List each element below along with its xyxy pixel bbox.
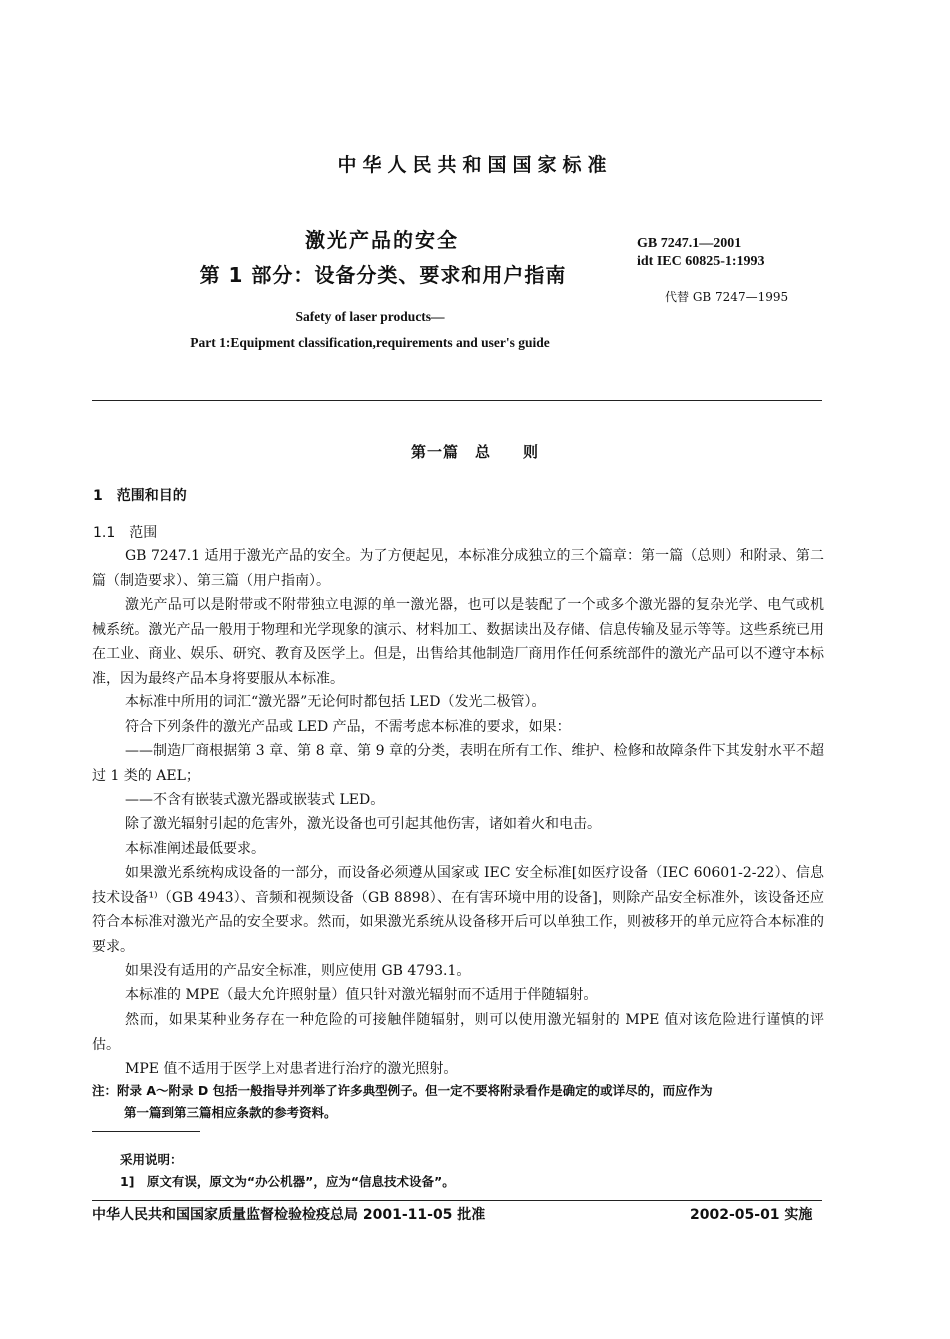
paragraph-10: 然而，如果某种业务存在一种危险的可接触伴随辐射，则可以使用激光辐射的 MPE 值对该危险进行谨慎的评估。 xyxy=(92,1012,824,1053)
footnote-label: 采用说明： xyxy=(120,1152,183,1167)
top-divider xyxy=(92,400,822,401)
standard-number: GB 7247.1—2001 xyxy=(637,236,742,251)
paragraph-4: 符合下列条件的激光产品或 LED 产品，不需考虑本标准的要求，如果： xyxy=(125,719,571,735)
footnote-divider xyxy=(92,1131,200,1132)
bullet-1: ——制造厂商根据第 3 章、第 8 章、第 9 章的分类，表明在所有工作、维护、检修和故障条件下其发射水平不超过 1 类的 AEL； xyxy=(92,743,824,784)
paragraph-7: 如果激光系统构成设备的一部分，而设备必须遵从国家或 IEC 安全标准[如医疗设备（IEC 60601-2-22）、信息技术设备¹⁾（GB 4943）、音频和视频设备（GB 8898）、在有害环境中用的设备]，则除产品安全标准外，该设备还应符合本标准对激光产品的安全要求。然而，如果激光系统从设备移开后可以单独工作，则被移开的单元应符合本标准的要求。 xyxy=(92,865,824,955)
paragraph-8: 如果没有适用的产品安全标准，则应使用 GB 4793.1。 xyxy=(125,963,471,979)
paragraph-5: 除了激光辐射引起的危害外，激光设备也可引起其他伤害，诸如着火和电击。 xyxy=(125,816,601,832)
standard-replaces: 代替 GB 7247—1995 xyxy=(665,290,789,304)
note-line1: 注：附录 A～附录 D 包括一般指导并列举了许多典型例子。但一定不要将附录看作是确定的或详尽的，而应作为 xyxy=(92,1083,713,1098)
bottom-divider xyxy=(92,1200,822,1201)
title-cn-line2: 第 1 部分：设备分类、要求和用户指南 xyxy=(199,263,567,287)
paragraph-3: 本标准中所用的词汇“激光器”无论何时都包括 LED（发光二极管）。 xyxy=(125,694,546,710)
paragraph-2: 激光产品可以是附带或不附带独立电源的单一激光器，也可以是装配了一个或多个激光器的复杂光学、电气或机械系统。激光产品一般用于物理和光学现象的演示、材料加工、数据读出及存储、信息传输及显示等等。这些系统已用在工业、商业、娱乐、研究、教育及医学上。但是，出售给其他制造厂商用作任何系统部件的激光产品可以不遵守本标准，因为最终产品本身将要服从本标准。 xyxy=(92,597,824,687)
note-line2: 第一篇到第三篇相应条款的参考资料。 xyxy=(124,1105,337,1120)
paragraph-11: MPE 值不适用于医学上对患者进行治疗的激光照射。 xyxy=(125,1061,458,1077)
section-1-heading: 1 范围和目的 xyxy=(93,488,187,504)
paragraph-6: 本标准阐述最低要求。 xyxy=(125,841,265,857)
paragraph-9: 本标准的 MPE（最大允许照射量）值只针对激光辐射而不适用于伴随辐射。 xyxy=(125,987,598,1003)
title-en-line1: Safety of laser products— xyxy=(295,309,445,324)
title-cn-line1: 激光产品的安全 xyxy=(305,228,459,252)
title-en-line2: Part 1:Equipment classification,requirements and user's guide xyxy=(190,335,550,350)
effective-date: 2002-05-01 实施 xyxy=(690,1207,813,1223)
approval-line: 中华人民共和国国家质量监督检验检疫总局 2001-11-05 批准 xyxy=(92,1207,486,1223)
national-standard-heading: 中华人民共和国国家标准 xyxy=(337,154,613,176)
paragraph-1: GB 7247.1 适用于激光产品的安全。为了方便起见，本标准分成独立的三个篇章：第一篇（总则）和附录、第二篇（制造要求）、第三篇（用户指南）。 xyxy=(92,548,824,589)
standard-idt: idt IEC 60825-1:1993 xyxy=(637,254,765,269)
part-title: 第一篇 总 则 xyxy=(410,443,539,461)
footnote-item: 1] 原文有误，原文为“办公机器”，应为“信息技术设备”。 xyxy=(120,1174,455,1189)
bullet-2: ——不含有嵌装式激光器或嵌装式 LED。 xyxy=(125,792,385,808)
section-1-1-heading: 1.1 范围 xyxy=(93,525,158,541)
note xyxy=(92,1080,827,1124)
